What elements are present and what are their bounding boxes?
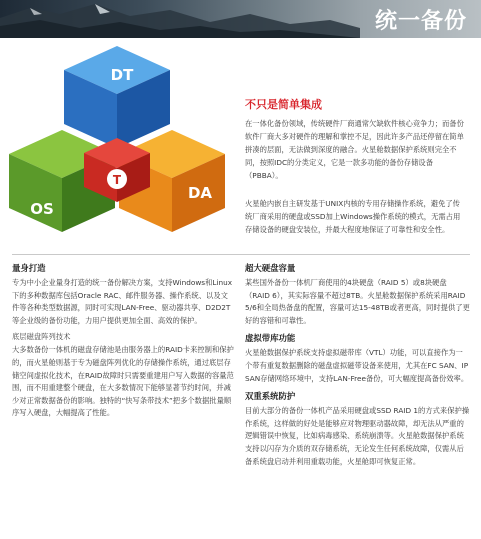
intro-paragraph-1: 在一体化备份领域，传统硬件厂商通常欠缺软件核心竞争力；而备份软件厂商大多对硬件的理解和掌控不足，因此许多产品还停留在简单拼凑的层面，无法做到深度的融合。火星舱数据保护系统则完全不同，按照IDC的分类定义，它是一款多功能的备份存储设备（PBBA）。 <box>245 119 464 180</box>
cube-t-label: T <box>112 173 122 187</box>
cube-os-label: OS <box>30 200 54 218</box>
header-banner <box>0 0 481 38</box>
left-column <box>12 262 234 425</box>
cube-da-label: DA <box>187 184 213 202</box>
cube-dt-label: DT <box>110 66 134 84</box>
intro-paragraph-2: 火星舱内嵌自主研发基于UNIX内核的专用存储操作系统，避免了传统厂商采用的硬盘或SSD加上Windows操作系统的模式，无需占用存储设备的硬盘安装位，并最大程度地保证了可靠性和安全性。 <box>245 199 461 234</box>
section-heading-tailored: 量身打造 <box>12 263 46 273</box>
section-text-raid-tech: 大多数备份一体机的磁盘存储池是由服务器上的RAID卡来控制和保护的，而火星舱则基于专为磁盘阵列优化的存储操作系统，通过底层存储空间虚拟化技术，在RAID故障时只需要重建用户写入数据的容量范围，而不用重建整个硬盘，在大多数情况下能够显著节约时间，并减少对正常数据备份的影响。独特的“快写条带技术”把多个数据批量顺序写入硬盘，大幅提高了性能。 <box>12 345 234 418</box>
section-heading-capacity: 超大硬盘容量 <box>245 263 296 273</box>
page-title: 统一备份 <box>374 9 467 34</box>
cube-dt <box>64 46 170 148</box>
section-heading-vtl: 虚拟带库功能 <box>245 333 296 344</box>
cube-graphic <box>0 38 235 248</box>
section-divider <box>12 254 470 255</box>
section-text-dual-protection: 目前大部分的备份一体机产品采用硬盘或SSD RAID 1的方式来保护操作系统，这样做的好处是能够应对物理驱动器故障，却无法从严重的逻辑错误中恢复，比如病毒感染、系统崩溃等。火星舱数据保护系统支持以闪存为介质的双存储系统，无论发生任何系统故障，仅需从后备系统盘启动并利用重载功能，火星舱即可恢复正常。 <box>245 406 470 466</box>
section-text-tailored: 专为中小企业量身打造的统一备份解决方案，支持Windows和Linux下的多种数据库包括Oracle RAC、邮件服务器、操作系统、以及文件等各种类型数据源，同时可实现LAN-Free、驱动器共享、D2D2T等企业级的备份功能，力用户提供更加全面、高效的保护。 <box>12 278 233 325</box>
right-column <box>245 262 470 473</box>
section-text-capacity: 某些国外备份一体机厂商使用的4块硬盘（RAID 5）或8块硬盘（RAID 6），其实际容量不超过8TB。火星舱数据保护系统采用RAID 5/6和全局热备盘的配置，容量可达15-48TB或者更高，同时提供了更好的容错和可靠性。 <box>245 278 470 325</box>
section-heading-dual-protection: 双重系统防护 <box>245 391 296 402</box>
section-text-vtl: 火星舱数据保护系统支持虚拟磁带库（VTL）功能，可以直接作为一个带有重复数据删除的磁盘虚拟磁带设备来使用，尤其在FC SAN、IP SAN存储网络环境中，支持LAN-Free备份，可大幅度提高备份效率。 <box>245 348 469 383</box>
intro-heading: 不只是简单集成 <box>245 98 322 111</box>
subheading-raid-tech: 底层磁盘阵列技术 <box>12 332 71 342</box>
